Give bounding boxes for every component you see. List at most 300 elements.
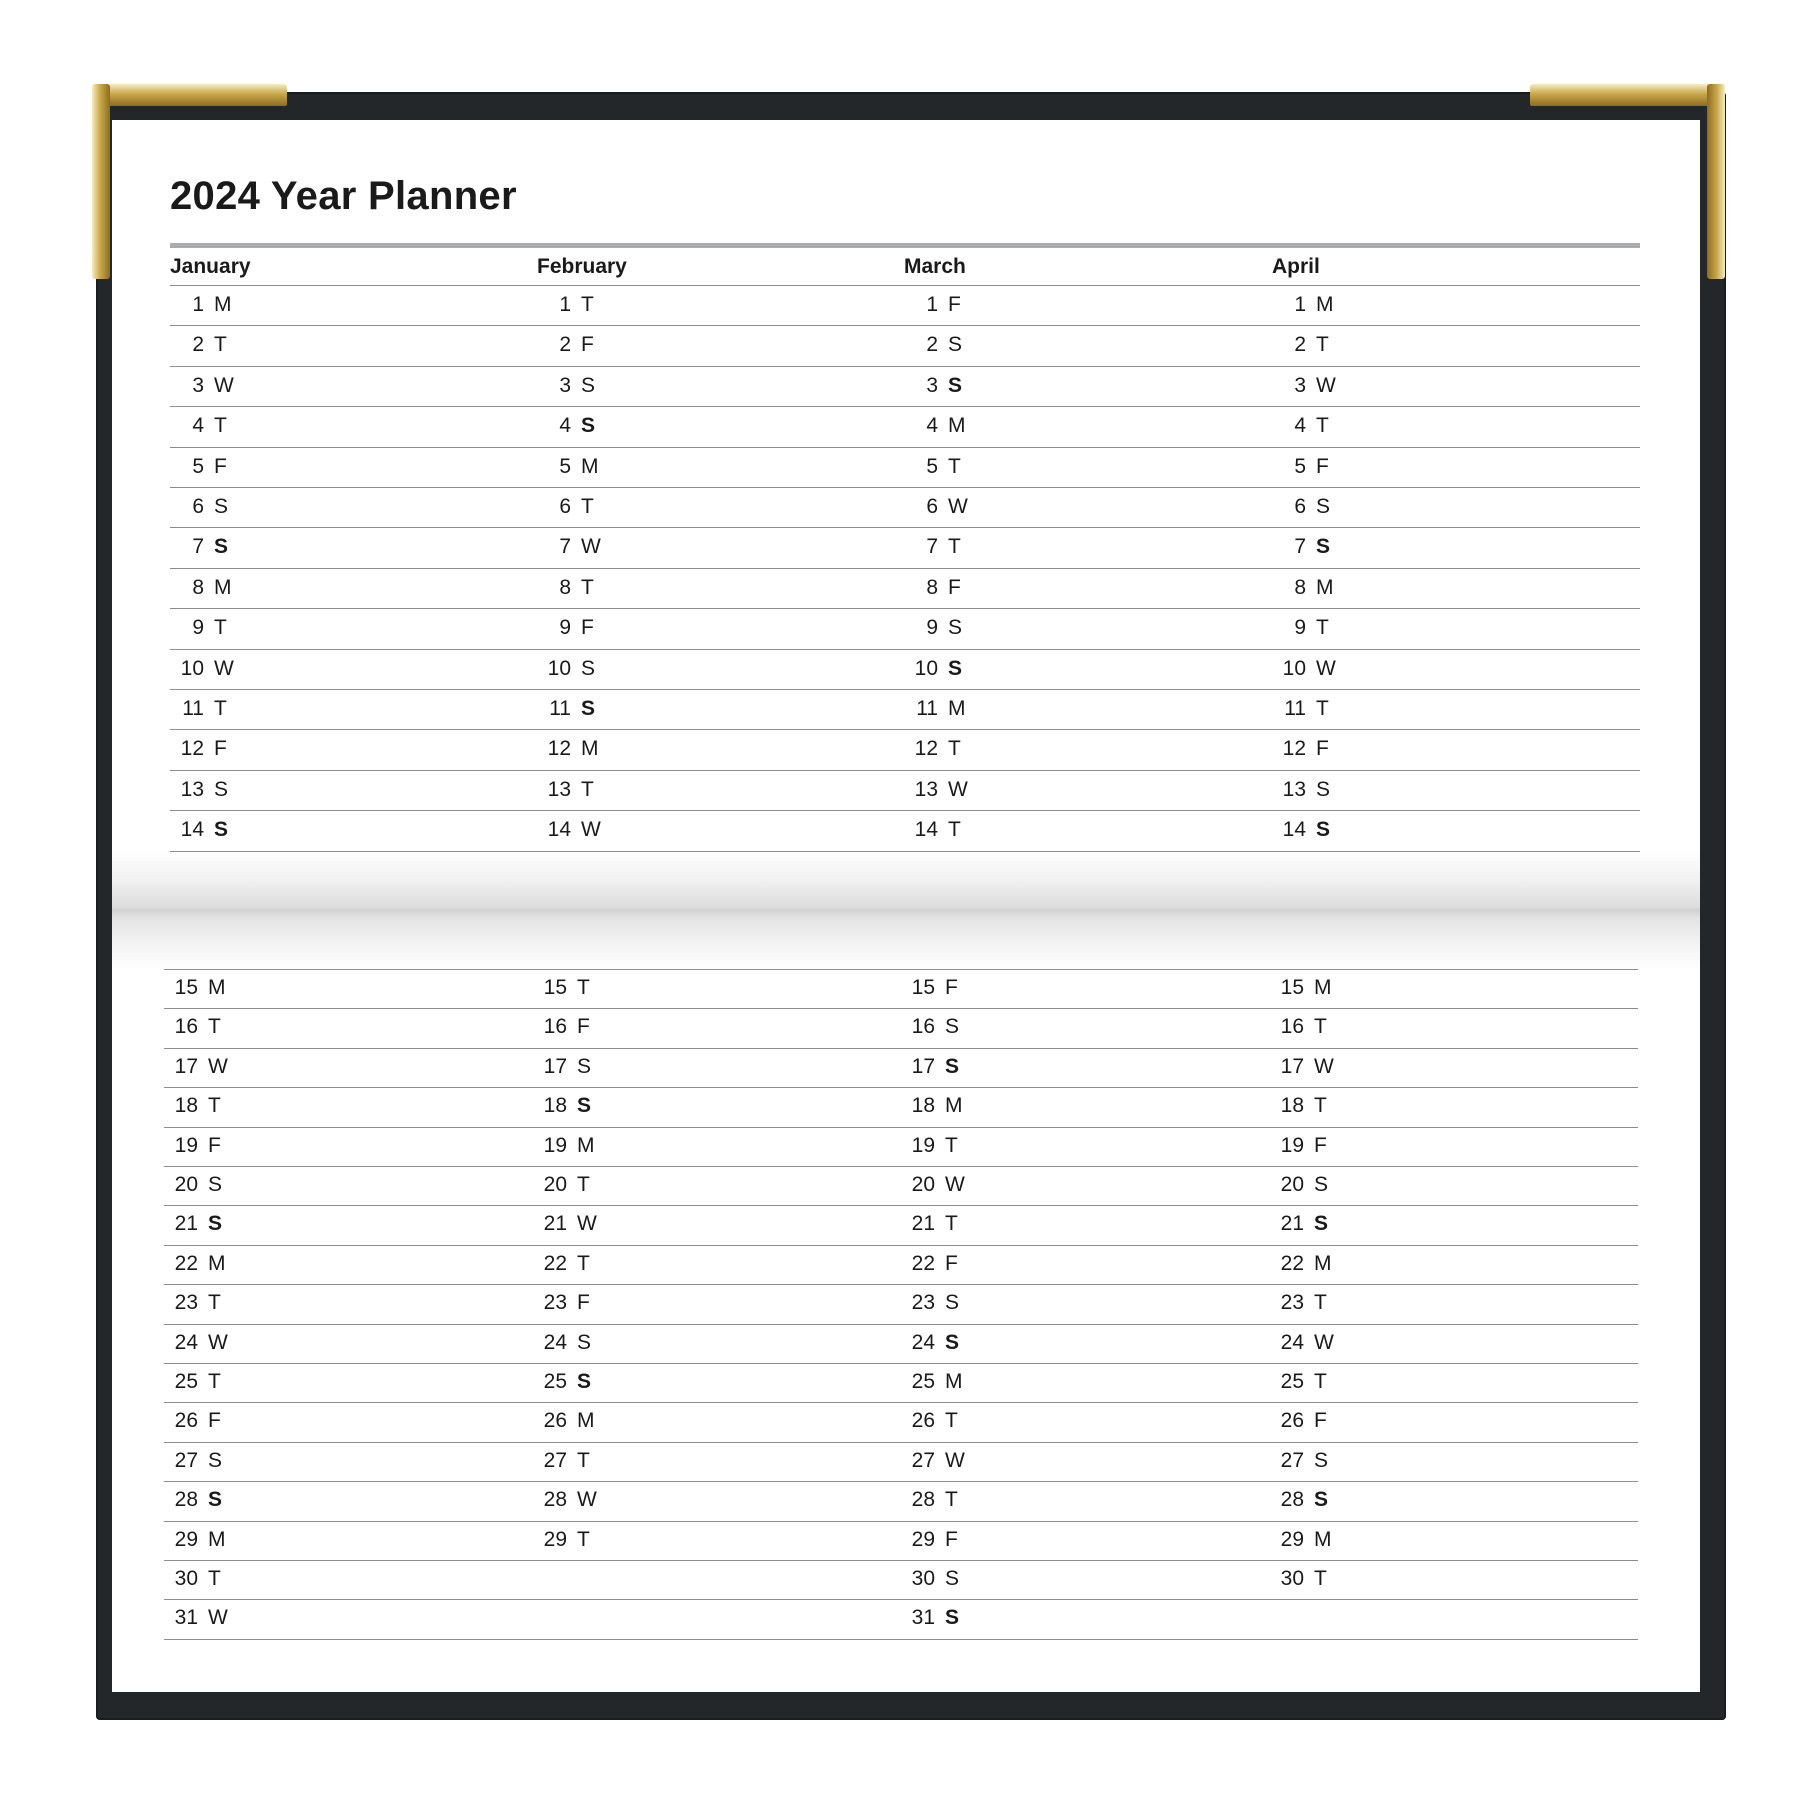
day-number: 22 <box>543 1252 567 1275</box>
day-of-week: S <box>581 697 596 720</box>
day-cell <box>1270 1370 1327 1394</box>
day-of-week: F <box>948 293 961 316</box>
day-cell <box>170 697 227 721</box>
day-number: 19 <box>543 1134 567 1157</box>
day-of-week: F <box>948 576 961 599</box>
day-of-week: M <box>1316 293 1334 316</box>
day-of-week: T <box>214 414 227 437</box>
day-number: 24 <box>911 1331 935 1354</box>
day-number: 27 <box>911 1449 935 1472</box>
day-of-week: T <box>1316 414 1329 437</box>
day-of-week: W <box>1316 657 1336 680</box>
day-number: 31 <box>911 1606 935 1629</box>
row-divider <box>164 1363 1638 1364</box>
row-divider <box>164 1402 1638 1403</box>
day-of-week: T <box>581 495 594 518</box>
day-of-week: S <box>577 1055 592 1078</box>
day-number: 12 <box>180 737 204 760</box>
day-of-week: M <box>945 1370 963 1393</box>
day-cell <box>904 576 961 600</box>
day-cell <box>1272 818 1330 842</box>
day-number: 25 <box>911 1370 935 1393</box>
day-number: 30 <box>174 1567 198 1590</box>
day-cell <box>170 293 232 317</box>
day-of-week: T <box>1314 1015 1327 1038</box>
day-number: 8 <box>926 576 938 599</box>
day-of-week: W <box>208 1331 228 1354</box>
day-cell <box>164 1094 221 1118</box>
day-cell <box>1272 535 1330 559</box>
day-cell <box>904 616 962 640</box>
day-of-week: F <box>208 1134 221 1157</box>
day-number: 10 <box>1282 657 1306 680</box>
day-of-week: W <box>208 1055 228 1078</box>
day-cell <box>537 657 595 681</box>
day-of-week: S <box>945 1331 960 1354</box>
day-number: 18 <box>543 1094 567 1117</box>
day-cell <box>904 818 961 842</box>
day-number: 3 <box>926 374 938 397</box>
day-of-week: T <box>1314 1370 1327 1393</box>
day-number: 6 <box>926 495 938 518</box>
day-cell <box>901 1488 958 1512</box>
day-cell <box>1272 697 1329 721</box>
day-cell <box>1272 293 1334 317</box>
row-divider <box>164 1008 1638 1009</box>
day-number: 15 <box>1280 976 1304 999</box>
day-number: 1 <box>926 293 938 316</box>
day-cell <box>164 976 226 1000</box>
day-of-week: T <box>208 1370 221 1393</box>
planner-title: 2024 Year Planner <box>170 174 517 218</box>
day-of-week: T <box>1314 1094 1327 1117</box>
day-cell <box>170 576 232 600</box>
day-number: 12 <box>914 737 938 760</box>
day-number: 4 <box>1294 414 1306 437</box>
day-cell <box>533 1212 597 1236</box>
row-divider <box>170 649 1640 650</box>
day-cell <box>533 1409 595 1433</box>
day-number: 11 <box>549 697 571 720</box>
day-of-week: M <box>581 737 599 760</box>
day-cell <box>164 1134 221 1158</box>
day-cell <box>1272 737 1329 761</box>
day-of-week: T <box>581 293 594 316</box>
day-number: 12 <box>1282 737 1306 760</box>
day-cell <box>1272 414 1329 438</box>
day-of-week: S <box>1316 495 1331 518</box>
day-cell <box>1270 1331 1334 1355</box>
day-number: 28 <box>543 1488 567 1511</box>
day-of-week: T <box>1314 1291 1327 1314</box>
day-number: 1 <box>192 293 204 316</box>
day-number: 8 <box>1294 576 1306 599</box>
day-cell <box>533 1331 591 1355</box>
day-number: 9 <box>192 616 204 639</box>
row-divider <box>170 487 1640 488</box>
day-of-week: S <box>948 657 963 680</box>
month-heading-march: March <box>904 255 966 278</box>
day-cell <box>164 1252 226 1276</box>
day-cell <box>1272 657 1336 681</box>
day-cell <box>170 737 227 761</box>
day-cell <box>164 1567 221 1591</box>
day-number: 3 <box>559 374 571 397</box>
day-cell <box>1272 616 1329 640</box>
day-cell <box>1270 1212 1328 1236</box>
day-of-week: W <box>948 495 968 518</box>
day-number: 23 <box>174 1291 198 1314</box>
day-of-week: M <box>948 414 966 437</box>
row-divider <box>164 1048 1638 1049</box>
day-of-week: W <box>945 1449 965 1472</box>
row-divider <box>170 729 1640 730</box>
row-divider <box>170 325 1640 326</box>
row-divider <box>164 969 1638 970</box>
day-of-week: S <box>945 1055 960 1078</box>
day-cell <box>901 1055 959 1079</box>
day-number: 6 <box>192 495 204 518</box>
day-number: 26 <box>1280 1409 1304 1432</box>
day-number: 27 <box>1280 1449 1304 1472</box>
day-cell <box>1270 1409 1327 1433</box>
day-number: 19 <box>1280 1134 1304 1157</box>
day-cell <box>537 616 594 640</box>
day-cell <box>1272 576 1334 600</box>
row-divider <box>170 689 1640 690</box>
row-divider <box>164 1324 1638 1325</box>
day-number: 3 <box>1294 374 1306 397</box>
row-divider <box>164 1245 1638 1246</box>
day-cell <box>164 1212 222 1236</box>
day-of-week: F <box>945 1252 958 1275</box>
day-number: 18 <box>911 1094 935 1117</box>
day-number: 24 <box>543 1331 567 1354</box>
row-divider <box>170 285 1640 286</box>
day-of-week: T <box>945 1488 958 1511</box>
day-cell <box>533 1094 591 1118</box>
day-cell <box>904 737 961 761</box>
day-of-week: S <box>1316 535 1331 558</box>
day-cell <box>170 535 228 559</box>
day-number: 5 <box>1294 455 1306 478</box>
row-divider <box>170 406 1640 407</box>
day-number: 20 <box>543 1173 567 1196</box>
day-number: 13 <box>914 778 938 801</box>
day-number: 19 <box>174 1134 198 1157</box>
day-number: 10 <box>914 657 938 680</box>
day-of-week: S <box>1316 818 1331 841</box>
row-divider <box>164 1166 1638 1167</box>
day-of-week: F <box>945 1528 958 1551</box>
day-cell <box>537 374 595 398</box>
row-divider <box>164 1481 1638 1482</box>
day-cell <box>533 1015 590 1039</box>
day-of-week: W <box>1314 1055 1334 1078</box>
day-of-week: S <box>945 1567 960 1590</box>
day-number: 23 <box>543 1291 567 1314</box>
day-number: 10 <box>180 657 204 680</box>
day-of-week: W <box>577 1212 597 1235</box>
day-cell <box>164 1488 222 1512</box>
day-of-week: W <box>948 778 968 801</box>
day-of-week: S <box>214 818 229 841</box>
day-of-week: T <box>577 1528 590 1551</box>
day-of-week: T <box>214 616 227 639</box>
day-number: 8 <box>559 576 571 599</box>
day-of-week: S <box>577 1331 592 1354</box>
gold-corner-right <box>1530 84 1725 279</box>
day-of-week: S <box>1314 1449 1329 1472</box>
day-number: 6 <box>1294 495 1306 518</box>
day-of-week: M <box>1314 1252 1332 1275</box>
day-of-week: F <box>1316 455 1329 478</box>
day-number: 5 <box>926 455 938 478</box>
day-cell <box>537 737 599 761</box>
day-number: 31 <box>174 1606 198 1629</box>
day-number: 13 <box>180 778 204 801</box>
day-number: 1 <box>1294 293 1306 316</box>
day-number: 13 <box>1282 778 1306 801</box>
day-of-week: S <box>945 1606 960 1629</box>
day-of-week: T <box>208 1094 221 1117</box>
day-number: 2 <box>926 333 938 356</box>
month-heading-january: January <box>170 255 251 278</box>
day-cell <box>537 414 595 438</box>
day-number: 17 <box>1280 1055 1304 1078</box>
row-divider <box>164 1205 1638 1206</box>
day-cell <box>533 1449 590 1473</box>
day-of-week: T <box>214 697 227 720</box>
day-number: 2 <box>192 333 204 356</box>
day-of-week: S <box>1314 1488 1329 1511</box>
title-rule <box>170 243 1640 248</box>
day-of-week: T <box>214 333 227 356</box>
row-divider <box>164 1442 1638 1443</box>
day-cell <box>537 293 594 317</box>
day-cell <box>537 455 599 479</box>
day-cell <box>164 1528 226 1552</box>
day-of-week: T <box>208 1291 221 1314</box>
day-number: 9 <box>559 616 571 639</box>
day-cell <box>533 1252 590 1276</box>
day-of-week: T <box>581 778 594 801</box>
day-number: 17 <box>543 1055 567 1078</box>
day-cell <box>537 535 601 559</box>
day-of-week: S <box>1314 1173 1329 1196</box>
day-cell <box>901 1291 959 1315</box>
day-of-week: F <box>945 976 958 999</box>
day-cell <box>901 1567 959 1591</box>
row-divider <box>170 366 1640 367</box>
day-of-week: T <box>1316 333 1329 356</box>
day-cell <box>904 414 966 438</box>
day-of-week: F <box>581 616 594 639</box>
day-of-week: M <box>1314 976 1332 999</box>
day-of-week: S <box>581 414 596 437</box>
row-divider <box>170 851 1640 852</box>
day-number: 16 <box>543 1015 567 1038</box>
day-of-week: T <box>948 455 961 478</box>
day-of-week: M <box>214 576 232 599</box>
day-number: 5 <box>192 455 204 478</box>
day-cell <box>1270 1094 1327 1118</box>
day-number: 23 <box>1280 1291 1304 1314</box>
day-of-week: M <box>948 697 966 720</box>
day-number: 28 <box>911 1488 935 1511</box>
day-cell <box>901 1015 959 1039</box>
day-number: 15 <box>911 976 935 999</box>
day-cell <box>164 1173 222 1197</box>
day-of-week: S <box>208 1449 223 1472</box>
day-cell <box>1270 1528 1332 1552</box>
day-cell <box>901 1094 963 1118</box>
day-cell <box>537 495 594 519</box>
day-number: 12 <box>547 737 571 760</box>
day-cell <box>170 495 228 519</box>
row-divider <box>170 568 1640 569</box>
day-number: 14 <box>914 818 938 841</box>
day-number: 17 <box>174 1055 198 1078</box>
day-of-week: T <box>1314 1567 1327 1590</box>
day-cell <box>1270 1134 1327 1158</box>
day-of-week: S <box>577 1370 592 1393</box>
day-of-week: W <box>581 535 601 558</box>
day-of-week: S <box>577 1094 592 1117</box>
day-of-week: S <box>208 1488 223 1511</box>
day-cell <box>1270 1173 1328 1197</box>
row-divider <box>170 810 1640 811</box>
day-cell <box>164 1291 221 1315</box>
day-of-week: S <box>208 1173 223 1196</box>
day-cell <box>901 1252 958 1276</box>
day-number: 24 <box>174 1331 198 1354</box>
day-number: 27 <box>174 1449 198 1472</box>
day-number: 21 <box>1280 1212 1304 1235</box>
day-number: 29 <box>543 1528 567 1551</box>
day-number: 27 <box>543 1449 567 1472</box>
day-cell <box>1272 455 1329 479</box>
day-of-week: T <box>208 1567 221 1590</box>
day-of-week: S <box>581 374 596 397</box>
day-of-week: T <box>948 818 961 841</box>
day-number: 26 <box>911 1409 935 1432</box>
day-number: 10 <box>547 657 571 680</box>
row-divider <box>164 1639 1638 1640</box>
day-cell <box>904 697 966 721</box>
day-cell <box>170 657 234 681</box>
day-number: 13 <box>547 778 571 801</box>
month-heading-february: February <box>537 255 627 278</box>
day-cell <box>1270 1291 1327 1315</box>
day-number: 7 <box>559 535 571 558</box>
day-number: 16 <box>1280 1015 1304 1038</box>
day-cell <box>901 1409 958 1433</box>
day-number: 6 <box>559 495 571 518</box>
day-of-week: F <box>214 455 227 478</box>
day-cell <box>904 293 961 317</box>
month-heading-april: April <box>1272 255 1320 278</box>
day-of-week: S <box>214 495 229 518</box>
day-of-week: T <box>1316 616 1329 639</box>
day-cell <box>901 1449 965 1473</box>
day-of-week: W <box>1314 1331 1334 1354</box>
day-cell <box>170 455 227 479</box>
day-cell <box>170 778 228 802</box>
day-number: 21 <box>174 1212 198 1235</box>
day-number: 11 <box>1284 697 1306 720</box>
day-cell <box>901 1212 958 1236</box>
day-cell <box>901 1606 959 1630</box>
day-number: 16 <box>174 1015 198 1038</box>
day-of-week: S <box>214 535 229 558</box>
day-number: 22 <box>1280 1252 1304 1275</box>
row-divider <box>170 608 1640 609</box>
day-number: 16 <box>911 1015 935 1038</box>
day-cell <box>1272 374 1336 398</box>
day-of-week: T <box>1316 697 1329 720</box>
day-cell <box>901 976 958 1000</box>
day-number: 29 <box>1280 1528 1304 1551</box>
day-of-week: S <box>214 778 229 801</box>
day-cell <box>901 1370 963 1394</box>
day-number: 2 <box>559 333 571 356</box>
day-of-week: S <box>581 657 596 680</box>
day-of-week: T <box>581 576 594 599</box>
day-cell <box>533 1528 590 1552</box>
day-number: 7 <box>1294 535 1306 558</box>
day-number: 3 <box>192 374 204 397</box>
day-number: 18 <box>1280 1094 1304 1117</box>
day-of-week: T <box>208 1015 221 1038</box>
day-cell <box>170 333 227 357</box>
day-number: 30 <box>1280 1567 1304 1590</box>
day-of-week: T <box>577 1173 590 1196</box>
day-cell <box>904 657 962 681</box>
day-number: 25 <box>543 1370 567 1393</box>
day-number: 21 <box>911 1212 935 1235</box>
day-of-week: T <box>948 737 961 760</box>
day-number: 5 <box>559 455 571 478</box>
day-number: 18 <box>174 1094 198 1117</box>
day-cell <box>537 697 595 721</box>
day-of-week: F <box>208 1409 221 1432</box>
day-cell <box>901 1173 965 1197</box>
day-number: 9 <box>926 616 938 639</box>
day-number: 8 <box>192 576 204 599</box>
day-of-week: F <box>581 333 594 356</box>
day-cell <box>170 616 227 640</box>
day-of-week: M <box>208 1252 226 1275</box>
day-number: 14 <box>547 818 571 841</box>
day-cell <box>904 778 968 802</box>
day-number: 4 <box>192 414 204 437</box>
day-number: 29 <box>174 1528 198 1551</box>
day-cell <box>533 1370 591 1394</box>
day-of-week: T <box>945 1409 958 1432</box>
day-of-week: W <box>945 1173 965 1196</box>
day-number: 23 <box>911 1291 935 1314</box>
day-cell <box>170 414 227 438</box>
day-number: 26 <box>174 1409 198 1432</box>
day-of-week: F <box>214 737 227 760</box>
day-cell <box>904 455 961 479</box>
day-of-week: W <box>208 1606 228 1629</box>
day-cell <box>533 1488 597 1512</box>
day-cell <box>904 374 962 398</box>
day-number: 7 <box>926 535 938 558</box>
day-of-week: T <box>577 1252 590 1275</box>
